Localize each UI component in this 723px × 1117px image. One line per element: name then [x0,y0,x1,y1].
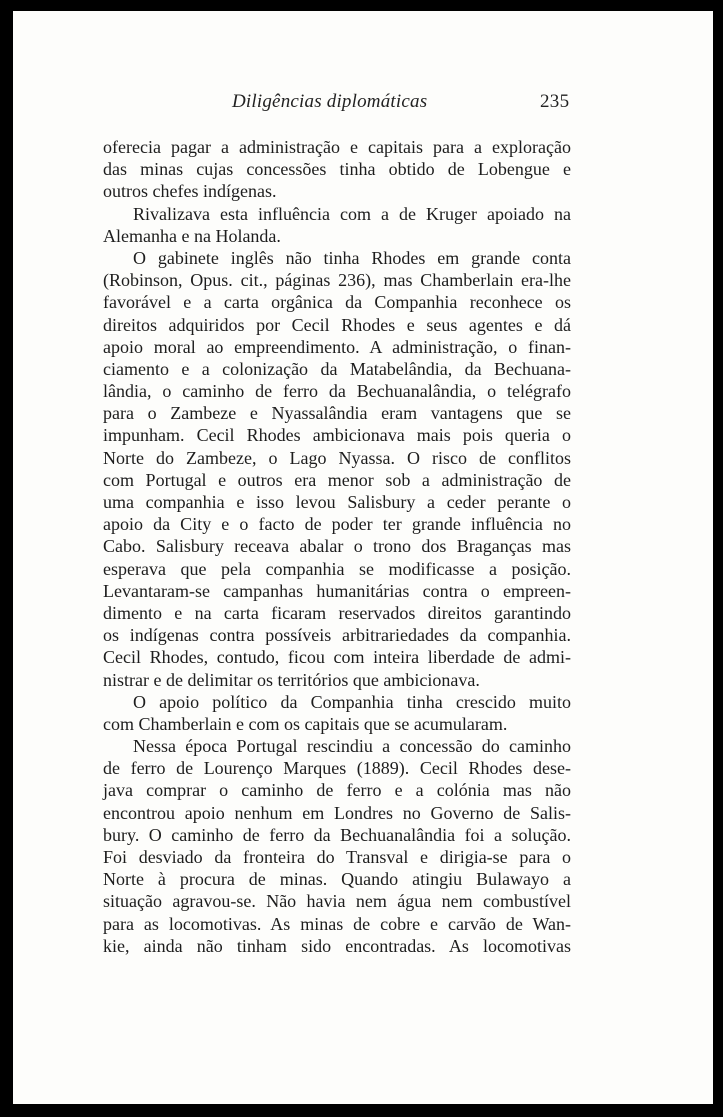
text-line: Norte à procura de minas. Quando atingiu Bulawayo a [103,869,571,890]
text-line: apoio da City e o facto de poder ter grande influência no [103,514,571,535]
text-line: favorável e a carta orgânica da Companhia reconhece os [103,292,571,313]
page-number: 235 [540,91,570,112]
body-text [103,136,571,957]
text-line: com Portugal e outros era menor sob a administração de [103,469,571,490]
text-line: lândia, o caminho de ferro da Bechuanalândia, o telégrafo [103,381,571,402]
text-line: uma companhia e isso levou Salisbury a ceder perante o [103,492,571,512]
text-line: kie, ainda não tinham sido encontradas. As locomotivas [103,935,571,956]
running-title: Diligências diplomáticas [232,91,428,112]
text-line: direitos adquiridos por Cecil Rhodes e seus agentes e dá [103,314,571,335]
text-line: das minas cujas concessões tinha obtido de Lobengue e [103,159,571,180]
text-line: O apoio político da Companhia tinha crescido muito [133,691,571,712]
text-line: para as locomotivas. As minas de cobre e carvão de Wan- [103,913,571,934]
text-line: apoio moral ao empreendimento. A administração, o finan- [103,336,571,357]
text-line: encontrou apoio nenhum em Londres no Governo de Salis- [103,802,571,823]
text-line: Alemanha e na Holanda. [103,225,281,246]
text-line: java comprar o caminho de ferro e a colónia mas não [103,780,571,801]
text-line: os indígenas contra possíveis arbitrariedades da companhia. [103,625,571,646]
text-line: (Robinson, Opus. cit., páginas 236), mas Chamberlain era-lhe [103,270,571,291]
text-line: O gabinete inglês não tinha Rhodes em grande conta [133,247,571,268]
text-line: impunham. Cecil Rhodes ambicionava mais pois queria o [103,425,571,446]
text-line: esperava que pela companhia se modificasse a posição. [103,558,571,579]
text-line: Nessa época Portugal rescindiu a concessão do caminho [133,736,571,757]
text-line: com Chamberlain e com os capitais que se acumularam. [103,713,508,734]
text-line: outros chefes indígenas. [103,181,277,202]
text-line: Norte do Zambeze, o Lago Nyassa. O risco de conflitos [103,447,571,468]
text-line: Cabo. Salisbury receava abalar o trono dos Braganças mas [103,536,571,557]
text-line: Foi desviado da fronteira do Transval e dirigia-se para o [103,847,571,867]
text-line: de ferro de Lourenço Marques (1889). Cecil Rhodes dese- [103,758,571,779]
text-line: Levantaram-se campanhas humanitárias contra o empreen- [103,580,571,601]
text-line: Cecil Rhodes, contudo, ficou com inteira liberdade de admi- [103,647,571,668]
text-line: nistrar e de delimitar os territórios que ambicionava. [103,669,480,690]
text-line: dimento e na carta ficaram reservados direitos garantindo [103,602,571,623]
book-page [13,11,713,1104]
text-line: bury. O caminho de ferro da Bechuanalândia foi a solução. [103,824,571,845]
page-header [13,91,713,121]
text-line: situação agravou-se. Não havia nem água nem combustível [103,891,571,912]
text-line: para o Zambeze e Nyassalândia eram vantagens que se [103,403,571,424]
text-line: ciamento e a colonização da Matabelândia, da Bechuana- [103,358,571,379]
text-line: oferecia pagar a administração e capitais para a exploração [103,137,571,157]
text-line: Rivalizava esta influência com a de Kruger apoiado na [133,203,571,224]
